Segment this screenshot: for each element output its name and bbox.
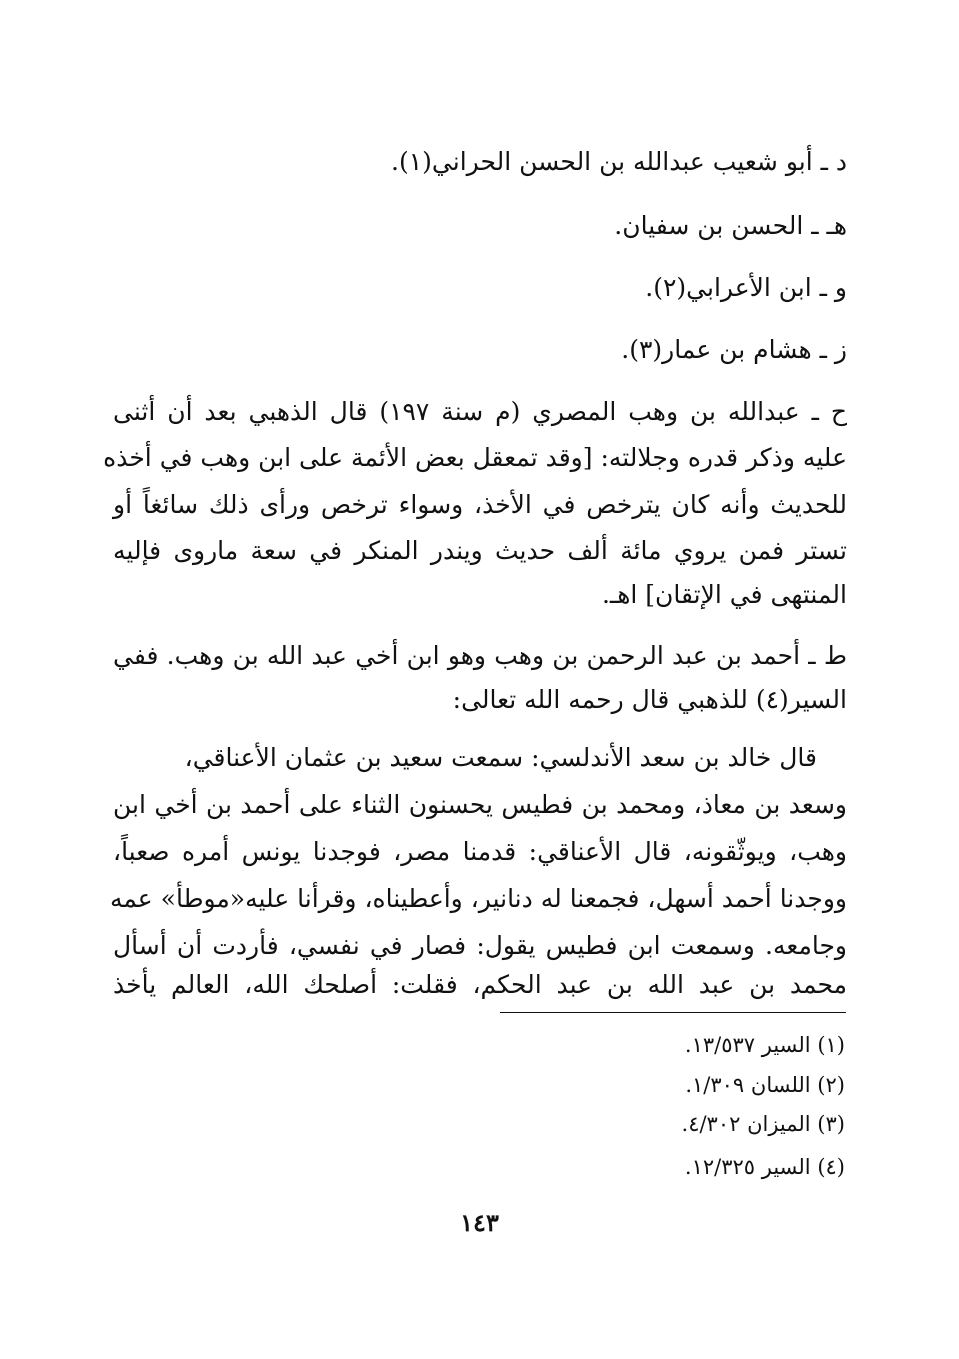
list-item-zay: ز ـ هشام بن عمار(٣). xyxy=(621,335,847,364)
footnote-separator xyxy=(500,1012,846,1013)
paragraph-quote-line-4: ووجدنا أحمد أسهل، فجمعنا له دنانير، وأعطيناه، وقرأنا عليه«موطأ» عمه xyxy=(109,884,847,913)
paragraph-ha-line-4: تستر فمن يروي مائة ألف حديث ويندر المنكر في سعة ماروى فإليه xyxy=(113,536,847,565)
footnote-3: (٣) الميزان ٤/٣٠٢. xyxy=(681,1112,845,1136)
paragraph-ta-line-2: السير(٤) للذهبي قال رحمه الله تعالى: xyxy=(452,685,847,714)
paragraph-ha-line-5: المنتهى في الإتقان] اهـ. xyxy=(601,580,847,609)
paragraph-ha-line-2: عليه وذكر قدره وجلالته: [وقد تمعقل بعض الأئمة على ابن وهب في أخذه xyxy=(103,443,847,472)
list-item-waw: و ـ ابن الأعرابي(٢). xyxy=(645,273,847,302)
paragraph-ha-line-1: ح ـ عبدالله بن وهب المصري (م سنة ١٩٧) قال الذهبي بعد أن أثنى xyxy=(113,397,848,426)
paragraph-quote-line-6: محمد بن عبد الله بن عبد الحكم، فقلت: أصلحك الله، العالم يأخذ xyxy=(113,970,847,999)
paragraph-quote-line-3: وهب، ويوثّقونه، قال الأعناقي: قدمنا مصر، فوجدنا يونس أمره صعباً، xyxy=(113,837,847,866)
page-number: ١٤٣ xyxy=(460,1208,499,1237)
footnote-1: (١) السير ١٣/٥٣٧. xyxy=(684,1033,845,1057)
paragraph-quote-line-1: قال خالد بن سعد الأندلسي: سمعت سعيد بن عثمان الأعناقي، xyxy=(184,743,817,772)
list-item-dal: د ـ أبو شعيب عبدالله بن الحسن الحراني(١). xyxy=(391,147,847,176)
paragraph-quote-line-2: وسعد بن معاذ، ومحمد بن فطيس يحسنون الثناء على أحمد بن أخي ابن xyxy=(113,790,847,819)
paragraph-quote-line-5: وجامعه. وسمعت ابن فطيس يقول: فصار في نفسي، فأردت أن أسأل xyxy=(113,931,847,960)
paragraph-ha-line-3: للحديث وأنه كان يترخص في الأخذ، وسواء ترخص ورأى ذلك سائغاً أو xyxy=(113,490,847,519)
list-item-ha: هـ ـ الحسن بن سفيان. xyxy=(614,211,847,240)
footnote-2: (٢) اللسان ١/٣٠٩. xyxy=(685,1073,845,1097)
footnote-4: (٤) السير ١٢/٣٢٥. xyxy=(684,1155,845,1179)
paragraph-ta-line-1: ط ـ أحمد بن عبد الرحمن بن وهب وهو ابن أخي عبد الله بن وهب. ففي xyxy=(113,641,847,670)
